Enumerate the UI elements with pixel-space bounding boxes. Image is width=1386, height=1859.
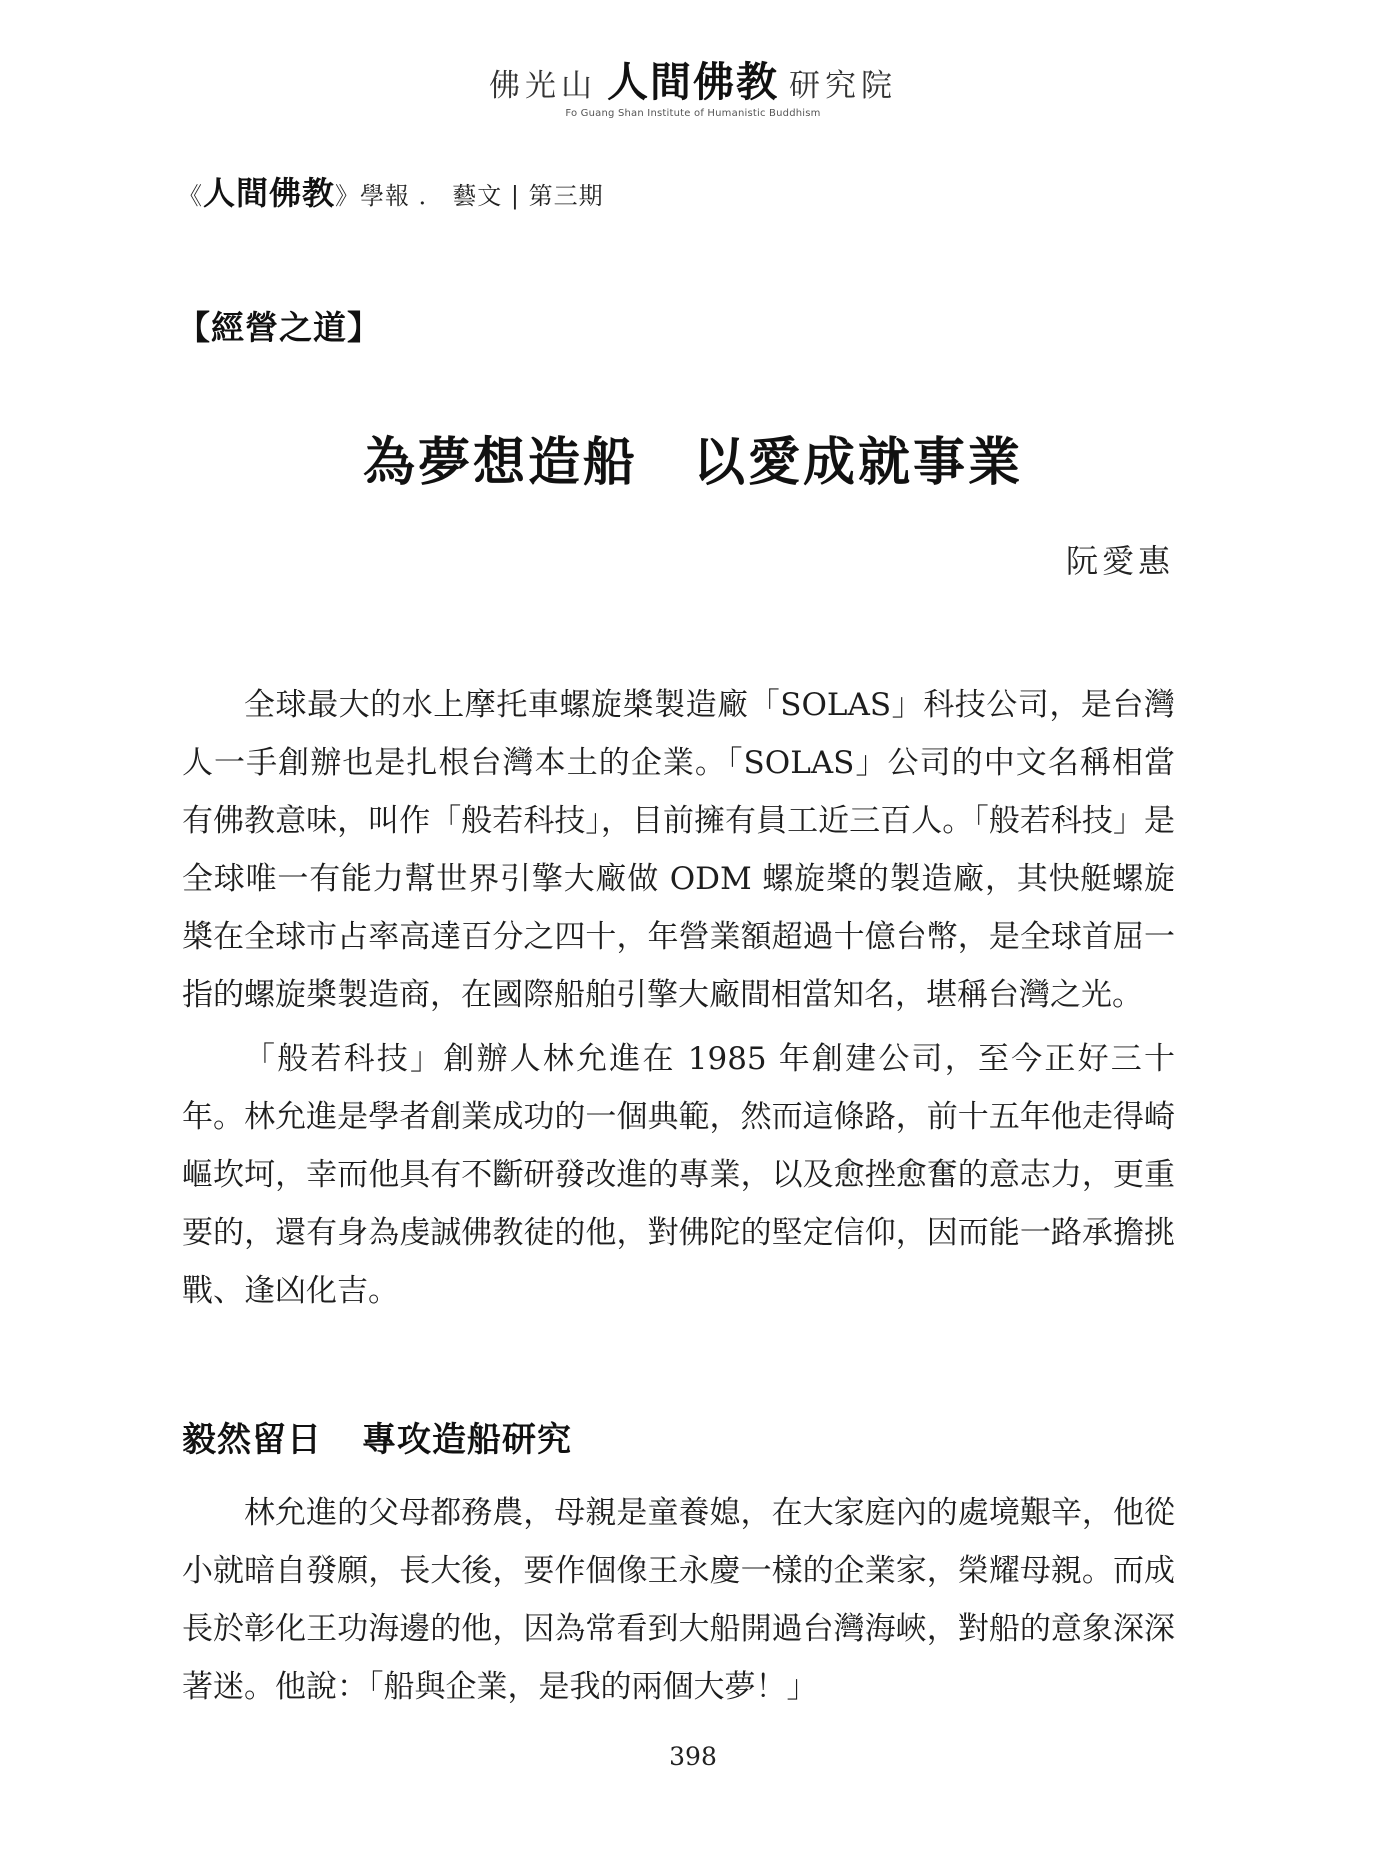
masthead-title	[0, 58, 1386, 106]
masthead-brush-logo: 人間佛教	[607, 58, 779, 106]
article-author: 阮愛惠	[1065, 542, 1174, 580]
section-body	[182, 1484, 1175, 1716]
article-title: 為夢想造船 以愛成就事業	[362, 432, 1023, 493]
body-paragraph: 全球最大的水上摩托車螺旋槳製造廠「SOLAS」科技公司，是台灣人一手創辦也是扎根台灣本土的企業。「SOLAS」公司的中文名稱相當有佛教意味，叫作「般若科技」，目前擁有員工近三百人。「般若科技」是全球唯一有能力幫世界引擎大廠做 ODM 螺旋槳的製造廠，其快艇螺旋槳在全球市占率高達百分之四十，年營業額超過十億台幣，是全球首屈一指的螺旋槳製造商，在國際船舶引擎大廠間相當知名，堪稱台灣之光。	[182, 687, 1175, 1013]
running-header	[178, 168, 604, 214]
section-tag: 【經營之道】	[177, 308, 381, 347]
body-paragraph: 「般若科技」創辦人林允進在 1985 年創建公司，至今正好三十年。林允進是學者創業成功的一個典範，然而這條路，前十五年他走得崎嶇坎坷，幸而他具有不斷研發改進的專業，以及愈挫愈奮的意志力，更重要的，還有身為虔誠佛教徒的他，對佛陀的堅定信仰，因而能一路承擔挑戰、逢凶化吉。	[182, 1041, 1175, 1309]
journal-brush-logo: 人間佛教	[203, 174, 336, 212]
running-header-open: 《	[178, 182, 203, 210]
running-header-rest: 》學報 ． 藝文 | 第三期	[335, 182, 604, 210]
institute-masthead	[0, 58, 1386, 119]
masthead-left: 佛光山	[489, 68, 597, 104]
subheading-part-2: 專攻造船研究	[362, 1420, 572, 1460]
intro-body	[182, 676, 1175, 1320]
masthead-right: 研究院	[789, 68, 897, 104]
subheading-part-1: 毅然留日	[182, 1420, 322, 1460]
page-number: 398	[669, 1742, 717, 1771]
section-subheading	[182, 1412, 572, 1461]
body-paragraph: 林允進的父母都務農，母親是童養媳，在大家庭內的處境艱辛，他從小就暗自發願，長大後，要作個像王永慶一樣的企業家，榮耀母親。而成長於彰化王功海邊的他，因為常看到大船開過台灣海峽，對船的意象深深著迷。他說：「船與企業，是我的兩個大夢！」	[182, 1495, 1175, 1705]
masthead-english: Fo Guang Shan Institute of Humanistic Buddhism	[565, 108, 821, 119]
